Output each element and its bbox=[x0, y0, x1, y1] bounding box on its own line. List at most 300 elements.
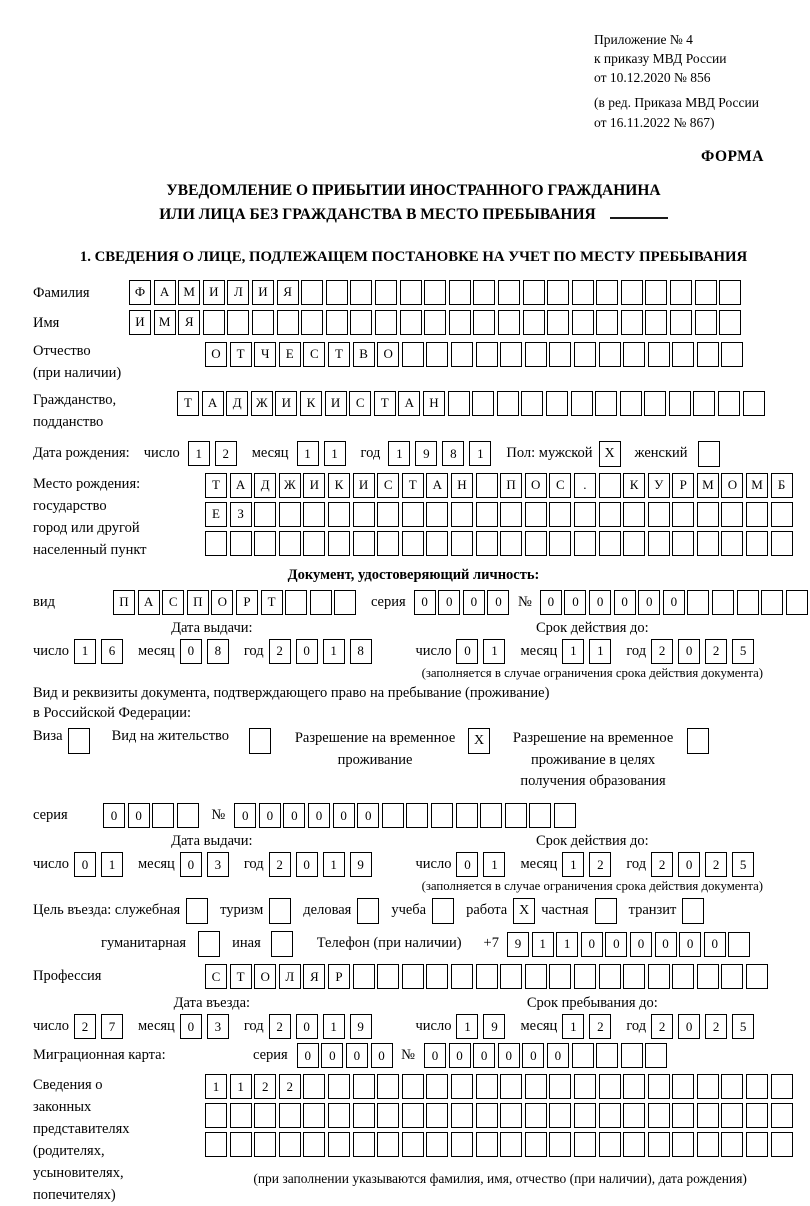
char-cell[interactable]: 1 bbox=[230, 1074, 252, 1099]
char-cell[interactable] bbox=[377, 1103, 399, 1128]
char-cell[interactable]: 0 bbox=[564, 590, 586, 615]
char-cell[interactable] bbox=[473, 280, 495, 305]
char-cell[interactable] bbox=[328, 502, 350, 527]
temp-residence-checkbox[interactable]: X bbox=[468, 728, 490, 754]
char-cell[interactable] bbox=[712, 590, 734, 615]
char-cell[interactable]: 0 bbox=[655, 932, 677, 957]
char-cell[interactable]: А bbox=[154, 280, 176, 305]
char-cell[interactable]: 1 bbox=[556, 932, 578, 957]
char-cell[interactable] bbox=[525, 964, 547, 989]
char-cell[interactable]: 2 bbox=[269, 639, 291, 664]
char-cell[interactable] bbox=[525, 1132, 547, 1157]
char-cell[interactable] bbox=[402, 502, 424, 527]
char-cell[interactable]: 2 bbox=[269, 1014, 291, 1039]
char-cell[interactable] bbox=[574, 531, 596, 556]
char-cell[interactable]: А bbox=[426, 473, 448, 498]
char-cell[interactable] bbox=[406, 803, 428, 828]
char-cell[interactable] bbox=[500, 1103, 522, 1128]
char-cell[interactable] bbox=[645, 280, 667, 305]
char-cell[interactable]: 9 bbox=[483, 1014, 505, 1039]
char-cell[interactable]: 0 bbox=[589, 590, 611, 615]
char-cell[interactable] bbox=[328, 1132, 350, 1157]
char-cell[interactable] bbox=[402, 1074, 424, 1099]
char-cell[interactable]: 0 bbox=[321, 1043, 343, 1068]
char-cell[interactable] bbox=[279, 531, 301, 556]
char-cell[interactable]: . bbox=[574, 473, 596, 498]
char-cell[interactable]: 0 bbox=[473, 1043, 495, 1068]
char-cell[interactable] bbox=[353, 1074, 375, 1099]
char-cell[interactable]: Т bbox=[402, 473, 424, 498]
char-cell[interactable]: Н bbox=[451, 473, 473, 498]
char-cell[interactable]: 9 bbox=[507, 932, 529, 957]
char-cell[interactable] bbox=[697, 964, 719, 989]
char-cell[interactable]: 1 bbox=[323, 639, 345, 664]
char-cell[interactable]: 2 bbox=[705, 639, 727, 664]
char-cell[interactable]: 0 bbox=[522, 1043, 544, 1068]
char-cell[interactable] bbox=[623, 531, 645, 556]
char-cell[interactable] bbox=[500, 1132, 522, 1157]
char-cell[interactable]: 1 bbox=[483, 639, 505, 664]
char-cell[interactable]: 0 bbox=[346, 1043, 368, 1068]
char-cell[interactable] bbox=[451, 531, 473, 556]
char-cell[interactable]: Е bbox=[279, 342, 301, 367]
char-cell[interactable] bbox=[205, 1132, 227, 1157]
char-cell[interactable] bbox=[303, 1103, 325, 1128]
char-cell[interactable] bbox=[721, 502, 743, 527]
char-cell[interactable] bbox=[697, 342, 719, 367]
char-cell[interactable]: 0 bbox=[103, 803, 125, 828]
char-cell[interactable] bbox=[549, 502, 571, 527]
char-cell[interactable] bbox=[672, 1074, 694, 1099]
char-cell[interactable] bbox=[426, 1132, 448, 1157]
char-cell[interactable]: З bbox=[230, 502, 252, 527]
char-cell[interactable]: 2 bbox=[74, 1014, 96, 1039]
char-cell[interactable]: 0 bbox=[638, 590, 660, 615]
char-cell[interactable] bbox=[670, 310, 692, 335]
char-cell[interactable]: 1 bbox=[469, 441, 491, 466]
char-cell[interactable] bbox=[525, 342, 547, 367]
char-cell[interactable] bbox=[623, 1103, 645, 1128]
char-cell[interactable]: Т bbox=[328, 342, 350, 367]
temp-residence-edu-checkbox[interactable] bbox=[687, 728, 709, 754]
char-cell[interactable] bbox=[353, 1132, 375, 1157]
char-cell[interactable]: О bbox=[254, 964, 276, 989]
char-cell[interactable] bbox=[326, 280, 348, 305]
char-cell[interactable] bbox=[377, 1074, 399, 1099]
char-cell[interactable] bbox=[771, 531, 793, 556]
char-cell[interactable]: 5 bbox=[732, 639, 754, 664]
char-cell[interactable]: 0 bbox=[180, 852, 202, 877]
char-cell[interactable] bbox=[525, 1103, 547, 1128]
char-cell[interactable] bbox=[480, 803, 502, 828]
char-cell[interactable]: 1 bbox=[323, 1014, 345, 1039]
char-cell[interactable] bbox=[554, 803, 576, 828]
char-cell[interactable] bbox=[451, 964, 473, 989]
char-cell[interactable]: Л bbox=[279, 964, 301, 989]
char-cell[interactable] bbox=[476, 502, 498, 527]
purpose-tourism-checkbox[interactable] bbox=[269, 898, 291, 924]
char-cell[interactable]: А bbox=[398, 391, 420, 416]
char-cell[interactable] bbox=[350, 310, 372, 335]
char-cell[interactable]: Я bbox=[277, 280, 299, 305]
char-cell[interactable]: 1 bbox=[456, 1014, 478, 1039]
char-cell[interactable] bbox=[400, 310, 422, 335]
char-cell[interactable] bbox=[279, 1103, 301, 1128]
char-cell[interactable] bbox=[500, 964, 522, 989]
char-cell[interactable] bbox=[595, 391, 617, 416]
char-cell[interactable] bbox=[451, 1074, 473, 1099]
char-cell[interactable] bbox=[623, 1074, 645, 1099]
char-cell[interactable]: Р bbox=[328, 964, 350, 989]
char-cell[interactable] bbox=[549, 531, 571, 556]
char-cell[interactable]: 0 bbox=[605, 932, 627, 957]
char-cell[interactable] bbox=[227, 310, 249, 335]
char-cell[interactable]: 1 bbox=[562, 639, 584, 664]
char-cell[interactable] bbox=[424, 310, 446, 335]
char-cell[interactable] bbox=[648, 502, 670, 527]
char-cell[interactable] bbox=[572, 1043, 594, 1068]
char-cell[interactable] bbox=[693, 391, 715, 416]
char-cell[interactable]: Т bbox=[230, 342, 252, 367]
char-cell[interactable] bbox=[621, 310, 643, 335]
char-cell[interactable] bbox=[500, 502, 522, 527]
char-cell[interactable] bbox=[498, 310, 520, 335]
char-cell[interactable]: 0 bbox=[678, 639, 700, 664]
char-cell[interactable] bbox=[303, 1074, 325, 1099]
char-cell[interactable] bbox=[596, 280, 618, 305]
char-cell[interactable] bbox=[599, 473, 621, 498]
visa-checkbox[interactable] bbox=[68, 728, 90, 754]
char-cell[interactable] bbox=[697, 502, 719, 527]
char-cell[interactable] bbox=[353, 531, 375, 556]
char-cell[interactable] bbox=[402, 1132, 424, 1157]
char-cell[interactable] bbox=[328, 531, 350, 556]
char-cell[interactable] bbox=[254, 1103, 276, 1128]
char-cell[interactable]: 1 bbox=[188, 441, 210, 466]
purpose-humanitarian-checkbox[interactable] bbox=[198, 931, 220, 957]
char-cell[interactable]: 1 bbox=[562, 852, 584, 877]
char-cell[interactable]: 0 bbox=[424, 1043, 446, 1068]
char-cell[interactable] bbox=[426, 964, 448, 989]
char-cell[interactable] bbox=[645, 1043, 667, 1068]
char-cell[interactable]: А bbox=[202, 391, 224, 416]
char-cell[interactable] bbox=[177, 803, 199, 828]
char-cell[interactable]: Д bbox=[254, 473, 276, 498]
char-cell[interactable] bbox=[448, 391, 470, 416]
char-cell[interactable]: 5 bbox=[732, 852, 754, 877]
char-cell[interactable]: М bbox=[154, 310, 176, 335]
char-cell[interactable]: Ж bbox=[251, 391, 273, 416]
char-cell[interactable]: 2 bbox=[651, 852, 673, 877]
char-cell[interactable] bbox=[476, 473, 498, 498]
char-cell[interactable]: В bbox=[353, 342, 375, 367]
char-cell[interactable] bbox=[599, 1132, 621, 1157]
char-cell[interactable] bbox=[426, 342, 448, 367]
char-cell[interactable] bbox=[721, 1132, 743, 1157]
char-cell[interactable]: 2 bbox=[705, 1014, 727, 1039]
char-cell[interactable]: 2 bbox=[589, 1014, 611, 1039]
char-cell[interactable] bbox=[523, 280, 545, 305]
residence-permit-checkbox[interactable] bbox=[249, 728, 271, 754]
char-cell[interactable]: И bbox=[325, 391, 347, 416]
char-cell[interactable]: Т bbox=[177, 391, 199, 416]
char-cell[interactable]: 2 bbox=[215, 441, 237, 466]
char-cell[interactable]: 9 bbox=[415, 441, 437, 466]
char-cell[interactable] bbox=[500, 1074, 522, 1099]
char-cell[interactable]: 1 bbox=[388, 441, 410, 466]
char-cell[interactable] bbox=[476, 1103, 498, 1128]
char-cell[interactable]: Б bbox=[771, 473, 793, 498]
char-cell[interactable] bbox=[644, 391, 666, 416]
char-cell[interactable]: Р bbox=[672, 473, 694, 498]
char-cell[interactable]: Е bbox=[205, 502, 227, 527]
char-cell[interactable]: К bbox=[623, 473, 645, 498]
char-cell[interactable]: Я bbox=[303, 964, 325, 989]
char-cell[interactable] bbox=[623, 964, 645, 989]
char-cell[interactable]: 8 bbox=[350, 639, 372, 664]
char-cell[interactable]: 0 bbox=[678, 1014, 700, 1039]
char-cell[interactable] bbox=[549, 1132, 571, 1157]
char-cell[interactable]: П bbox=[500, 473, 522, 498]
char-cell[interactable] bbox=[623, 1132, 645, 1157]
char-cell[interactable] bbox=[451, 342, 473, 367]
char-cell[interactable] bbox=[599, 531, 621, 556]
char-cell[interactable] bbox=[326, 310, 348, 335]
char-cell[interactable] bbox=[377, 531, 399, 556]
char-cell[interactable] bbox=[426, 531, 448, 556]
char-cell[interactable] bbox=[500, 342, 522, 367]
char-cell[interactable] bbox=[497, 391, 519, 416]
char-cell[interactable]: 1 bbox=[562, 1014, 584, 1039]
char-cell[interactable] bbox=[252, 310, 274, 335]
char-cell[interactable] bbox=[500, 531, 522, 556]
char-cell[interactable]: 0 bbox=[679, 932, 701, 957]
char-cell[interactable]: 0 bbox=[308, 803, 330, 828]
char-cell[interactable] bbox=[771, 1103, 793, 1128]
char-cell[interactable] bbox=[574, 1103, 596, 1128]
char-cell[interactable]: С bbox=[303, 342, 325, 367]
char-cell[interactable]: 0 bbox=[414, 590, 436, 615]
char-cell[interactable] bbox=[451, 502, 473, 527]
char-cell[interactable] bbox=[353, 964, 375, 989]
gender-female-checkbox[interactable] bbox=[698, 441, 720, 467]
char-cell[interactable]: О bbox=[525, 473, 547, 498]
char-cell[interactable]: 0 bbox=[581, 932, 603, 957]
char-cell[interactable] bbox=[645, 310, 667, 335]
char-cell[interactable] bbox=[203, 310, 225, 335]
char-cell[interactable]: 0 bbox=[438, 590, 460, 615]
char-cell[interactable]: К bbox=[328, 473, 350, 498]
char-cell[interactable]: У bbox=[648, 473, 670, 498]
char-cell[interactable]: 5 bbox=[732, 1014, 754, 1039]
char-cell[interactable] bbox=[451, 1132, 473, 1157]
char-cell[interactable] bbox=[549, 1074, 571, 1099]
char-cell[interactable]: 0 bbox=[296, 1014, 318, 1039]
char-cell[interactable] bbox=[599, 502, 621, 527]
char-cell[interactable]: 0 bbox=[540, 590, 562, 615]
char-cell[interactable]: 1 bbox=[324, 441, 346, 466]
char-cell[interactable] bbox=[525, 531, 547, 556]
char-cell[interactable]: А bbox=[138, 590, 160, 615]
char-cell[interactable] bbox=[525, 502, 547, 527]
char-cell[interactable] bbox=[669, 391, 691, 416]
char-cell[interactable] bbox=[786, 590, 808, 615]
char-cell[interactable]: 0 bbox=[371, 1043, 393, 1068]
char-cell[interactable]: О bbox=[377, 342, 399, 367]
char-cell[interactable]: С bbox=[377, 473, 399, 498]
char-cell[interactable] bbox=[353, 1103, 375, 1128]
char-cell[interactable] bbox=[473, 310, 495, 335]
char-cell[interactable] bbox=[672, 964, 694, 989]
char-cell[interactable]: 0 bbox=[456, 639, 478, 664]
char-cell[interactable] bbox=[279, 1132, 301, 1157]
char-cell[interactable]: М bbox=[746, 473, 768, 498]
char-cell[interactable]: 0 bbox=[463, 590, 485, 615]
char-cell[interactable]: 9 bbox=[350, 852, 372, 877]
char-cell[interactable] bbox=[476, 1074, 498, 1099]
purpose-private-checkbox[interactable] bbox=[595, 898, 617, 924]
char-cell[interactable] bbox=[377, 502, 399, 527]
char-cell[interactable] bbox=[596, 1043, 618, 1068]
char-cell[interactable] bbox=[402, 1103, 424, 1128]
char-cell[interactable] bbox=[254, 502, 276, 527]
char-cell[interactable] bbox=[721, 964, 743, 989]
char-cell[interactable] bbox=[721, 1103, 743, 1128]
char-cell[interactable]: А bbox=[230, 473, 252, 498]
char-cell[interactable] bbox=[670, 280, 692, 305]
char-cell[interactable]: Ф bbox=[129, 280, 151, 305]
char-cell[interactable] bbox=[152, 803, 174, 828]
char-cell[interactable]: 0 bbox=[259, 803, 281, 828]
char-cell[interactable] bbox=[771, 1132, 793, 1157]
char-cell[interactable] bbox=[571, 391, 593, 416]
char-cell[interactable]: 0 bbox=[357, 803, 379, 828]
char-cell[interactable] bbox=[621, 1043, 643, 1068]
char-cell[interactable] bbox=[695, 280, 717, 305]
char-cell[interactable] bbox=[721, 531, 743, 556]
char-cell[interactable] bbox=[476, 1132, 498, 1157]
purpose-official-checkbox[interactable] bbox=[186, 898, 208, 924]
char-cell[interactable]: 8 bbox=[442, 441, 464, 466]
char-cell[interactable] bbox=[476, 531, 498, 556]
char-cell[interactable] bbox=[620, 391, 642, 416]
char-cell[interactable]: 2 bbox=[651, 639, 673, 664]
char-cell[interactable] bbox=[623, 342, 645, 367]
char-cell[interactable] bbox=[761, 590, 783, 615]
char-cell[interactable]: Т bbox=[205, 473, 227, 498]
char-cell[interactable] bbox=[743, 391, 765, 416]
char-cell[interactable]: С bbox=[549, 473, 571, 498]
char-cell[interactable] bbox=[523, 310, 545, 335]
char-cell[interactable]: Ч bbox=[254, 342, 276, 367]
char-cell[interactable] bbox=[230, 531, 252, 556]
char-cell[interactable] bbox=[303, 1132, 325, 1157]
char-cell[interactable]: Т bbox=[261, 590, 283, 615]
char-cell[interactable] bbox=[303, 502, 325, 527]
char-cell[interactable]: 2 bbox=[651, 1014, 673, 1039]
char-cell[interactable] bbox=[426, 1103, 448, 1128]
char-cell[interactable]: 0 bbox=[333, 803, 355, 828]
char-cell[interactable]: И bbox=[303, 473, 325, 498]
char-cell[interactable] bbox=[279, 502, 301, 527]
char-cell[interactable]: 0 bbox=[296, 852, 318, 877]
char-cell[interactable] bbox=[746, 1074, 768, 1099]
char-cell[interactable]: С bbox=[349, 391, 371, 416]
char-cell[interactable] bbox=[549, 1103, 571, 1128]
char-cell[interactable] bbox=[574, 1132, 596, 1157]
char-cell[interactable] bbox=[672, 502, 694, 527]
char-cell[interactable]: 1 bbox=[532, 932, 554, 957]
char-cell[interactable] bbox=[574, 964, 596, 989]
char-cell[interactable]: 1 bbox=[297, 441, 319, 466]
char-cell[interactable] bbox=[521, 391, 543, 416]
purpose-business-checkbox[interactable] bbox=[357, 898, 379, 924]
char-cell[interactable] bbox=[648, 964, 670, 989]
char-cell[interactable]: Я bbox=[178, 310, 200, 335]
char-cell[interactable] bbox=[599, 342, 621, 367]
char-cell[interactable]: П bbox=[113, 590, 135, 615]
char-cell[interactable] bbox=[402, 342, 424, 367]
char-cell[interactable]: 0 bbox=[180, 639, 202, 664]
char-cell[interactable] bbox=[377, 1132, 399, 1157]
char-cell[interactable]: 0 bbox=[296, 639, 318, 664]
char-cell[interactable] bbox=[328, 1074, 350, 1099]
char-cell[interactable] bbox=[547, 310, 569, 335]
char-cell[interactable] bbox=[648, 1103, 670, 1128]
char-cell[interactable] bbox=[623, 502, 645, 527]
char-cell[interactable] bbox=[353, 502, 375, 527]
char-cell[interactable] bbox=[719, 280, 741, 305]
char-cell[interactable] bbox=[574, 502, 596, 527]
char-cell[interactable] bbox=[672, 342, 694, 367]
char-cell[interactable]: М bbox=[178, 280, 200, 305]
char-cell[interactable] bbox=[718, 391, 740, 416]
char-cell[interactable] bbox=[687, 590, 709, 615]
char-cell[interactable] bbox=[721, 1074, 743, 1099]
char-cell[interactable]: 3 bbox=[207, 852, 229, 877]
char-cell[interactable] bbox=[746, 1103, 768, 1128]
char-cell[interactable] bbox=[277, 310, 299, 335]
char-cell[interactable] bbox=[697, 1074, 719, 1099]
char-cell[interactable] bbox=[572, 280, 594, 305]
char-cell[interactable] bbox=[648, 531, 670, 556]
char-cell[interactable] bbox=[230, 1132, 252, 1157]
char-cell[interactable] bbox=[254, 1132, 276, 1157]
char-cell[interactable] bbox=[476, 342, 498, 367]
char-cell[interactable]: 0 bbox=[630, 932, 652, 957]
char-cell[interactable] bbox=[498, 280, 520, 305]
char-cell[interactable] bbox=[746, 964, 768, 989]
char-cell[interactable]: 0 bbox=[663, 590, 685, 615]
char-cell[interactable] bbox=[402, 964, 424, 989]
char-cell[interactable] bbox=[546, 391, 568, 416]
char-cell[interactable] bbox=[529, 803, 551, 828]
char-cell[interactable]: 1 bbox=[205, 1074, 227, 1099]
char-cell[interactable]: Ж bbox=[279, 473, 301, 498]
char-cell[interactable] bbox=[205, 1103, 227, 1128]
char-cell[interactable]: 0 bbox=[547, 1043, 569, 1068]
char-cell[interactable] bbox=[672, 1103, 694, 1128]
char-cell[interactable] bbox=[697, 1103, 719, 1128]
char-cell[interactable] bbox=[599, 1074, 621, 1099]
char-cell[interactable] bbox=[648, 1074, 670, 1099]
purpose-work-checkbox[interactable]: X bbox=[513, 898, 535, 924]
char-cell[interactable]: 0 bbox=[128, 803, 150, 828]
char-cell[interactable]: 1 bbox=[589, 639, 611, 664]
char-cell[interactable] bbox=[505, 803, 527, 828]
char-cell[interactable]: 0 bbox=[180, 1014, 202, 1039]
char-cell[interactable]: 0 bbox=[498, 1043, 520, 1068]
